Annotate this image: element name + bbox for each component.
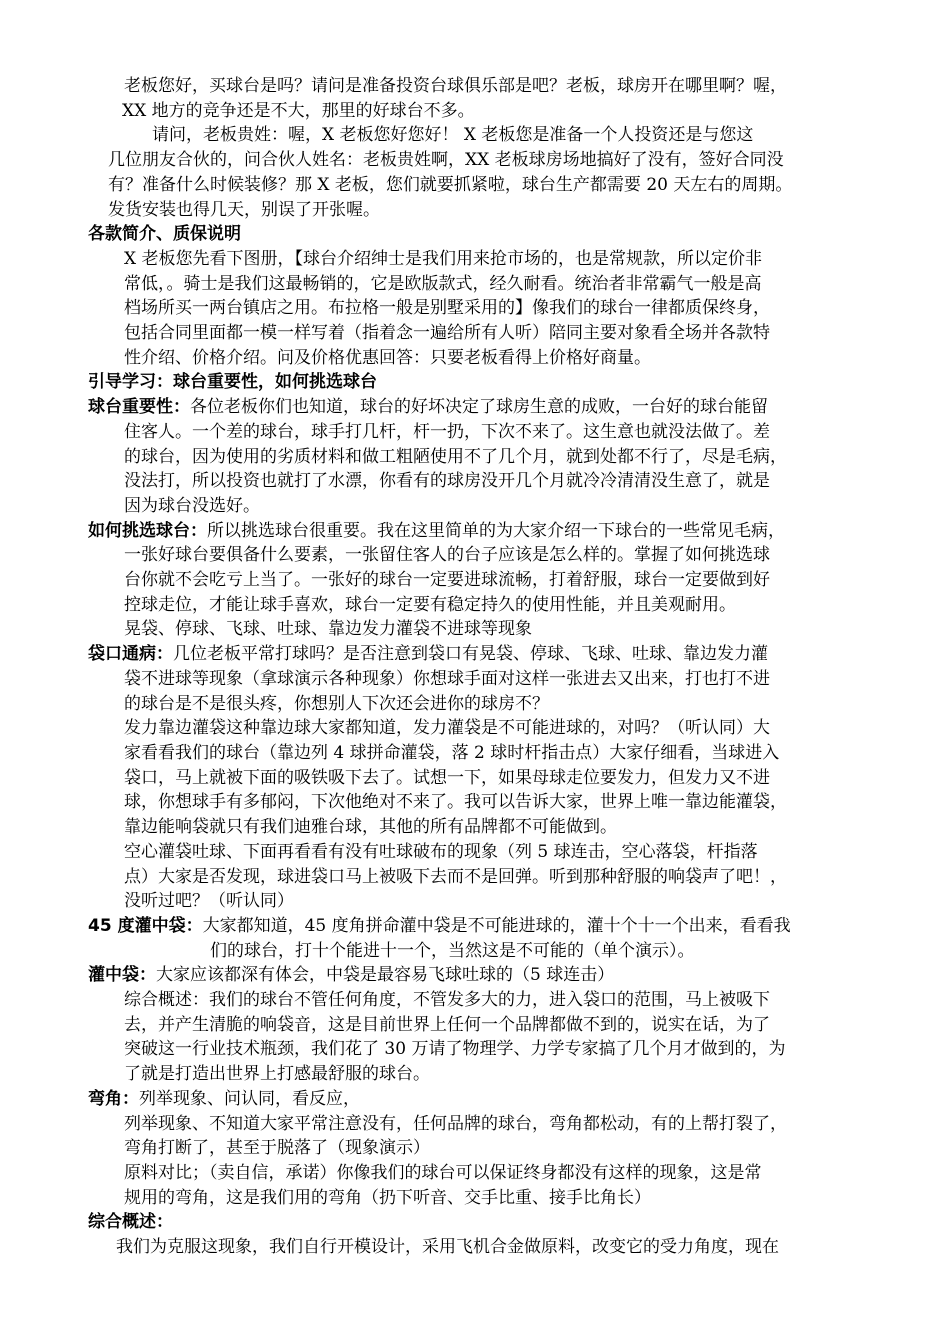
products-paragraph [88,247,878,371]
text-line: 原料对比；（卖自信，承诺）你像我们的球台可以保证终身都没有这样的现象，这是常 [124,1162,762,1183]
section-heading-summary: 综合概述： [88,1212,173,1233]
text-line: 点）大家是否发现，球进袋口马上被吸下去而不是回弹。听到那种舒服的响袋声了吧！， [124,866,787,887]
text-line: 的球台是不是很头疼，你想别人下次还会进你的球房不？ [124,693,549,714]
corner-label: 弯角： [88,1088,139,1109]
text-line: 去，并产生清脆的响袋音，这是目前世界上任何一个品牌都做不到的，说实在话，为了 [124,1014,770,1035]
text-line [88,519,878,544]
text-line: 发货安装也得几天，别误了开张喔。 [108,199,380,220]
intro-paragraph-1 [88,74,878,123]
text-line: 几位朋友合伙的，问合伙人姓名：老板贵姓啊，XX 老板球房场地搞好了没有，签好合同没 [108,150,784,171]
text-line: 常低，。骑士是我们这最畅销的，它是欧版款式，经久耐看。统治者非常霸气一般是高 [124,273,762,294]
text-line: 袋不进球等现象（拿球演示各种现象）你想球手面对这样一张进去又出来，打也打不进 [124,668,770,689]
text-line: 的球台，因为使用的劣质材料和做工粗陋使用不了几个月，就到处都不行了，尽是毛病， [124,446,787,467]
pocket-label: 袋口通病： [88,644,173,665]
text-line [88,914,878,939]
corner-first-line: 列举现象、问认同，看反应， [139,1088,360,1109]
text-line: 性介绍、价格介绍。问及价格优惠回答：只要老板看得上价格好商量。 [124,347,651,368]
text-line [88,395,878,420]
text-line: 晃袋、停球、飞球、吐球、靠边发力灌袋不进球等现象 [124,619,532,640]
text-line: 突破这一行业技术瓶颈，我们花了 30 万请了物理学、力学专家搞了几个月才做到的，为 [124,1039,786,1060]
howto-paragraph [88,519,878,643]
text-line: XX 地方的竞争还是不大，那里的好球台不多。 [122,100,475,121]
text-line: 空心灌袋吐球、下面再看看有没有吐球破布的现象（列 5 球连击，空心落袋，杆指落 [124,841,758,862]
document-page [88,74,878,1260]
text-line: 规用的弯角，这是我们用的弯角（扔下听音、交手比重、接手比角长） [124,1187,651,1208]
text-line: 有？准备什么时候装修？那 X 老板，您们就要抓紧啦，球台生产都需要 20 天左右的周期。 [108,174,793,195]
text-line: 靠边能响袋就只有我们迪雅台球，其他的所有品牌都不可能做到。 [124,817,617,838]
text-line: 家看看我们的球台（靠边列 4 球拼命灌袋，落 2 球时杆指击点）大家仔细看，当球进入 [124,742,780,763]
text-line: 列举现象、不知道大家平常注意没有，任何品牌的球台，弯角都松动，有的上帮打裂了， [124,1113,787,1134]
angle45-label: 45 度灌中袋： [88,915,203,936]
text-line: 弯角打断了，甚至于脱落了（现象演示） [124,1138,430,1159]
text-line: 我们为克服这现象，我们自行开模设计，采用飞机合金做原料，改变它的受力角度，现在 [116,1237,779,1258]
text-line: 没听过吧？（听认同） [124,891,294,912]
middle-pocket-paragraph [88,963,878,1087]
section-heading-guide: 引导学习：球台重要性，如何挑选球台 [88,372,377,393]
text-line: 控球走位，才能让球手喜欢，球台一定要有稳定持久的使用性能，并且美观耐用。 [124,594,736,615]
intro-paragraph-2 [88,123,878,222]
howto-label: 如何挑选球台： [88,520,207,541]
corner-paragraph [88,1087,878,1211]
text-line: 了就是打造出世界上打感最舒服的球台。 [124,1064,430,1085]
importance-first-line: 各位老板你们也知道，球台的好坏决定了球房生意的成败，一台好的球台能留 [190,397,768,418]
angle45-paragraph [88,914,878,963]
middle-pocket-label: 灌中袋： [88,965,156,986]
pocket-first-line: 几位老板平常打球吗？是否注意到袋口有晃袋、停球、飞球、吐球、靠边发力灌 [173,644,768,665]
text-line: 一张好球台要俱备什么要素，一张留住客人的台子应该是怎么样的。掌握了如何挑选球 [124,545,770,566]
text-line: 没法打，所以投资也就打了水漂，你看有的球房没开几个月就冷冷清清没生意了，就是 [124,471,770,492]
text-line: 球，你想球手有多郁闷，下次他绝对不来了。我可以告诉大家，世界上唯一靠边能灌袋， [124,792,787,813]
text-line: 包括合同里面都一模一样写着（指着念一遍给所有人听）陪同主要对象看全场并各款特 [124,323,770,344]
howto-first-line: 所以挑选球台很重要。我在这里简单的为大家介绍一下球台的一些常见毛病， [207,520,785,541]
importance-paragraph [88,395,878,519]
text-line: 发力靠边灌袋这种靠边球大家都知道，发力灌袋是不可能进球的，对吗？（听认同）大 [124,718,770,739]
middle-pocket-first-line: 大家应该都深有体会，中袋是最容易飞球吐球的（5 球连击） [156,965,615,986]
text-line: 袋口，马上就被下面的吸铁吸下去了。试想一下，如果母球走位要发力，但发力又不进 [124,767,770,788]
pocket-paragraph [88,642,878,914]
text-line: 因为球台没选好。 [124,495,260,516]
text-line: 住客人。一个差的球台，球手打几杆，杆一扔，下次不来了。这生意也就没法做了。差 [124,421,770,442]
text-line: 综合概述：我们的球台不管任何角度，不管发多大的力，进入袋口的范围，马上被吸下 [124,990,770,1011]
text-line: X 老板您先看下图册，【球台介绍绅士是我们用来抢市场的，也是常规款，所以定价非 [124,248,763,269]
summary-paragraph [88,1235,878,1260]
text-line: 档场所买一两台镇店之用。布拉格一般是别墅采用的】像我们的球台一律都质保终身， [124,298,770,319]
angle45-first-line: 大家都知道，45 度角拼命灌中袋是不可能进球的，灌十个十一个出来，看看我 [202,915,791,936]
text-line [88,963,878,988]
section-heading-products: 各款简介、质保说明 [88,224,241,245]
text-line [88,1087,878,1112]
text-line: 请问，老板贵姓：喔，X 老板您好您好！ X 老板您是准备一个人投资还是与您这 [152,125,754,146]
importance-label: 球台重要性： [88,397,190,418]
text-line: 们的球台，打十个能进十一个，当然这是不可能的（单个演示）。 [210,940,695,961]
text-line: 老板您好，买球台是吗？请问是准备投资台球俱乐部是吧？老板，球房开在哪里啊？喔， [124,76,787,96]
text-line: 台你就不会吃亏上当了。一张好的球台一定要进球流畅，打着舒服，球台一定要做到好 [124,570,770,591]
text-line [88,642,878,667]
